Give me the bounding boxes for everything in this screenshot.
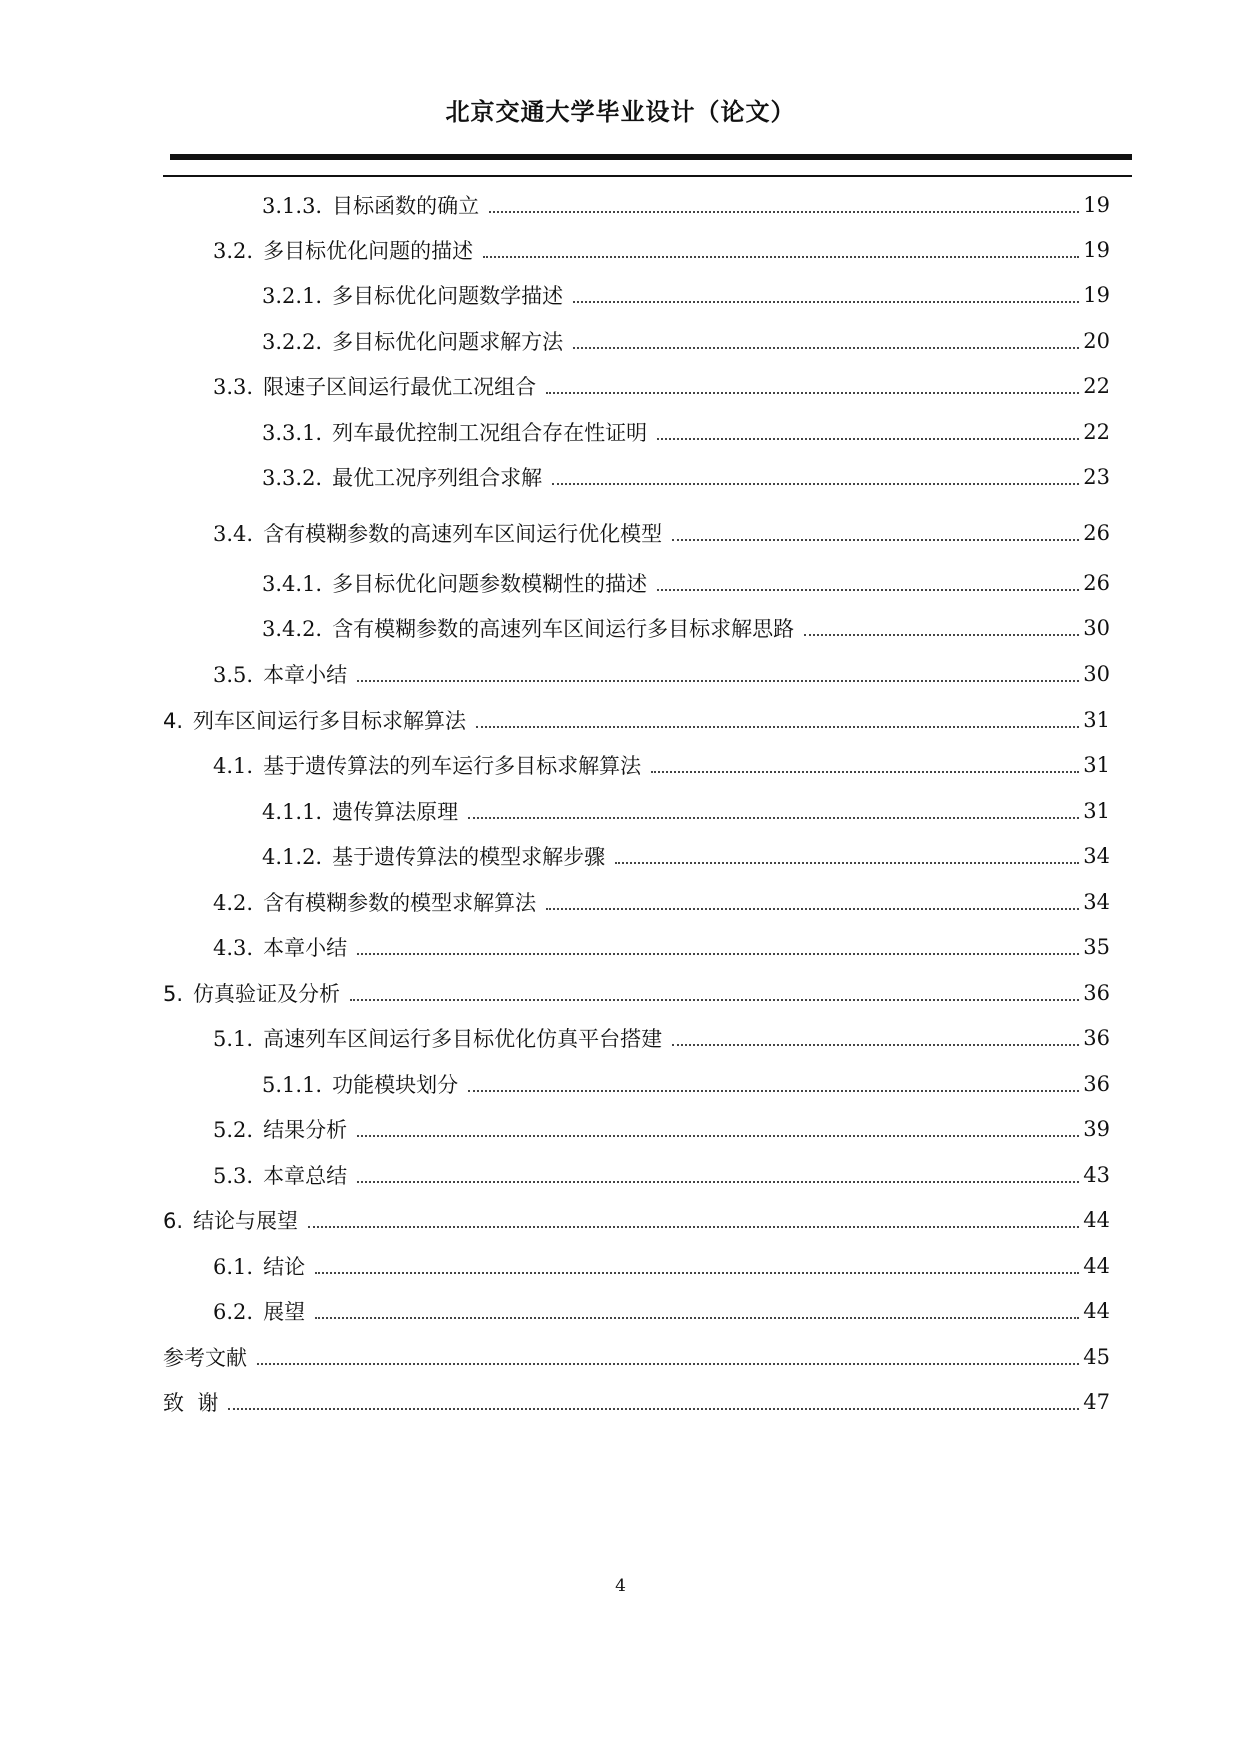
toc-entry-label bbox=[163, 1387, 218, 1417]
toc-entry-title: 目标函数的确立 bbox=[332, 194, 480, 218]
toc-entry-title: 本章总结 bbox=[263, 1164, 348, 1188]
toc-entry-page: 31 bbox=[1083, 799, 1110, 823]
toc-entry[interactable] bbox=[0, 275, 1241, 315]
toc-entry-page: 20 bbox=[1083, 329, 1110, 353]
toc-entry[interactable] bbox=[0, 412, 1241, 452]
toc-entry[interactable] bbox=[0, 608, 1241, 648]
toc-entry-number: 3.2. bbox=[213, 239, 254, 263]
toc-entry[interactable] bbox=[0, 791, 1241, 831]
toc-entry-label bbox=[213, 1296, 305, 1326]
toc-entry-label bbox=[213, 235, 473, 265]
toc-entry[interactable] bbox=[0, 1109, 1241, 1149]
toc-entry-page: 30 bbox=[1083, 616, 1110, 640]
toc-entry-label bbox=[213, 932, 347, 962]
toc-entry-number: 4. bbox=[163, 709, 184, 733]
toc-entry-title: 多目标优化问题求解方法 bbox=[332, 330, 564, 354]
toc-entry[interactable] bbox=[0, 321, 1241, 361]
toc-dot-leader bbox=[657, 438, 1079, 440]
toc-entry-page: 44 bbox=[1083, 1254, 1110, 1278]
toc-dot-leader bbox=[672, 1044, 1079, 1046]
toc-entry-label bbox=[213, 1023, 662, 1053]
toc-entry[interactable] bbox=[0, 1382, 1241, 1422]
toc-dot-leader bbox=[657, 589, 1079, 591]
toc-entry-number: 4.1.1. bbox=[262, 800, 323, 824]
toc-entry-title: 多目标优化问题数学描述 bbox=[332, 284, 564, 308]
toc-entry[interactable] bbox=[0, 457, 1241, 497]
toc-entry-number: 3.1.3. bbox=[262, 194, 323, 218]
toc-entry[interactable] bbox=[0, 1018, 1241, 1058]
toc-entry-page: 23 bbox=[1083, 465, 1110, 489]
toc-entry-number: 4.1.2. bbox=[262, 845, 323, 869]
toc-entry-title: 多目标优化问题的描述 bbox=[263, 239, 474, 263]
toc-entry-title: 本章小结 bbox=[263, 936, 348, 960]
toc-dot-leader bbox=[315, 1317, 1079, 1319]
toc-dot-leader bbox=[357, 1135, 1079, 1137]
toc-entry-number: 6.1. bbox=[213, 1255, 254, 1279]
toc-entry-page: 34 bbox=[1083, 890, 1110, 914]
toc-entry-label bbox=[213, 887, 536, 917]
toc-entry-number: 3.4. bbox=[213, 522, 254, 546]
toc-entry-number: 6. bbox=[163, 1209, 184, 1233]
toc-entry[interactable] bbox=[0, 836, 1241, 876]
toc-dot-leader bbox=[552, 483, 1079, 485]
toc-dot-leader bbox=[489, 211, 1079, 213]
toc-dot-leader bbox=[651, 771, 1079, 773]
toc-entry-number: 3.3.2. bbox=[262, 466, 323, 490]
page-header-title: 北京交通大学毕业设计（论文） bbox=[445, 98, 796, 126]
toc-dot-leader bbox=[615, 862, 1079, 864]
toc-entry-page: 22 bbox=[1083, 420, 1110, 444]
toc-entry-title: 本章小结 bbox=[263, 663, 348, 687]
toc-entry[interactable] bbox=[0, 1200, 1241, 1240]
header-rule-thin bbox=[163, 175, 1132, 177]
toc-entry-label bbox=[213, 1114, 347, 1144]
toc-entry-page: 31 bbox=[1083, 708, 1110, 732]
toc-entry-page: 44 bbox=[1083, 1299, 1110, 1323]
toc-entry[interactable] bbox=[0, 1337, 1241, 1377]
toc-entry-title: 基于遗传算法的列车运行多目标求解算法 bbox=[263, 754, 642, 778]
toc-entry-page: 19 bbox=[1083, 238, 1110, 262]
toc-entry-page: 22 bbox=[1083, 374, 1110, 398]
toc-entry-label bbox=[213, 518, 662, 548]
toc-entry-number: 3.3. bbox=[213, 375, 254, 399]
toc-entry[interactable] bbox=[0, 230, 1241, 270]
header-rule-thick bbox=[170, 154, 1132, 160]
toc-entry[interactable] bbox=[0, 927, 1241, 967]
toc-entry-page: 31 bbox=[1083, 753, 1110, 777]
toc-entry[interactable] bbox=[0, 882, 1241, 922]
toc-entry[interactable] bbox=[0, 513, 1241, 553]
toc-entry-title: 多目标优化问题参数模糊性的描述 bbox=[332, 572, 648, 596]
toc-entry-page: 26 bbox=[1083, 571, 1110, 595]
toc-dot-leader bbox=[573, 301, 1079, 303]
toc-entry-number: 5.1.1. bbox=[262, 1073, 323, 1097]
toc-entry-number: 3.3.1. bbox=[262, 421, 323, 445]
toc-entry-number: 3.5. bbox=[213, 663, 254, 687]
toc-dot-leader bbox=[483, 256, 1079, 258]
toc-entry[interactable] bbox=[0, 973, 1241, 1013]
toc-entry-number: 4.1. bbox=[213, 754, 254, 778]
toc-entry-page: 34 bbox=[1083, 844, 1110, 868]
toc-entry-label bbox=[262, 613, 794, 643]
page-number: 4 bbox=[615, 1576, 626, 1596]
toc-entry-title: 遗传算法原理 bbox=[332, 800, 459, 824]
toc-entry-page: 44 bbox=[1083, 1208, 1110, 1232]
toc-entry-page: 45 bbox=[1083, 1345, 1110, 1369]
toc-entry-title: 展望 bbox=[263, 1300, 306, 1324]
toc-dot-leader bbox=[546, 908, 1079, 910]
toc-entry-page: 47 bbox=[1083, 1390, 1110, 1414]
toc-entry-number: 5.1. bbox=[213, 1027, 254, 1051]
toc-entry-title: 结论 bbox=[263, 1255, 306, 1279]
toc-entry[interactable] bbox=[0, 1064, 1241, 1104]
toc-entry-number: 3.2.1. bbox=[262, 284, 323, 308]
toc-entry-title: 基于遗传算法的模型求解步骤 bbox=[332, 845, 606, 869]
toc-entry-title: 最优工况序列组合求解 bbox=[332, 466, 543, 490]
toc-entry-title: 结论与展望 bbox=[193, 1209, 299, 1233]
toc-entry-title: 仿真验证及分析 bbox=[193, 982, 341, 1006]
toc-entry-label bbox=[163, 1342, 247, 1372]
toc-dot-leader bbox=[357, 1181, 1079, 1183]
toc-entry-number: 3.4.2. bbox=[262, 617, 323, 641]
toc-entry-label bbox=[213, 371, 536, 401]
toc-entry-page: 19 bbox=[1083, 193, 1110, 217]
toc-entry-number: 5.3. bbox=[213, 1164, 254, 1188]
toc-dot-leader bbox=[468, 1090, 1079, 1092]
toc-entry-label bbox=[262, 417, 647, 447]
toc-dot-leader bbox=[476, 726, 1079, 728]
toc-dot-leader bbox=[546, 392, 1079, 394]
toc-entry-page: 43 bbox=[1083, 1163, 1110, 1187]
toc-dot-leader bbox=[257, 1363, 1079, 1365]
toc-dot-leader bbox=[804, 634, 1079, 636]
toc-entry-label bbox=[262, 568, 647, 598]
toc-entry[interactable] bbox=[0, 654, 1241, 694]
toc-entry-number: 4.3. bbox=[213, 936, 254, 960]
toc-entry-label bbox=[262, 462, 542, 492]
toc-entry-label bbox=[262, 190, 479, 220]
toc-dot-leader bbox=[228, 1408, 1079, 1410]
toc-entry-number: 3.2.2. bbox=[262, 330, 323, 354]
toc-dot-leader bbox=[357, 680, 1079, 682]
toc-entry-label bbox=[213, 1160, 347, 1190]
toc-entry-page: 30 bbox=[1083, 662, 1110, 686]
toc-dot-leader bbox=[308, 1226, 1079, 1228]
toc-entry-label bbox=[213, 659, 347, 689]
toc-entry-page: 36 bbox=[1083, 1072, 1110, 1096]
toc-entry-title: 结果分析 bbox=[263, 1118, 348, 1142]
toc-entry-label bbox=[262, 280, 563, 310]
toc-entry-page: 19 bbox=[1083, 283, 1110, 307]
toc-entry-title: 致 谢 bbox=[163, 1391, 219, 1415]
toc-entry[interactable] bbox=[0, 563, 1241, 603]
toc-entry-label bbox=[213, 750, 641, 780]
toc-entry-number: 6.2. bbox=[213, 1300, 254, 1324]
toc-entry[interactable] bbox=[0, 745, 1241, 785]
toc-entry[interactable] bbox=[0, 700, 1241, 740]
toc-entry-title: 含有模糊参数的模型求解算法 bbox=[263, 891, 537, 915]
toc-entry-number: 4.2. bbox=[213, 891, 254, 915]
toc-dot-leader bbox=[672, 539, 1079, 541]
toc-entry-page: 35 bbox=[1083, 935, 1110, 959]
toc-dot-leader bbox=[315, 1272, 1079, 1274]
toc-entry-page: 36 bbox=[1083, 1026, 1110, 1050]
toc-entry-title: 含有模糊参数的高速列车区间运行优化模型 bbox=[263, 522, 663, 546]
toc-entry-page: 36 bbox=[1083, 981, 1110, 1005]
toc-entry-number: 5.2. bbox=[213, 1118, 254, 1142]
toc-entry-title: 限速子区间运行最优工况组合 bbox=[263, 375, 537, 399]
toc-entry-label bbox=[262, 1069, 458, 1099]
toc-entry[interactable] bbox=[0, 1246, 1241, 1286]
toc-entry-title: 高速列车区间运行多目标优化仿真平台搭建 bbox=[263, 1027, 663, 1051]
toc-entry-number: 3.4.1. bbox=[262, 572, 323, 596]
toc-entry-title: 含有模糊参数的高速列车区间运行多目标求解思路 bbox=[332, 617, 795, 641]
toc-entry-title: 参考文献 bbox=[163, 1346, 247, 1370]
toc-entry-page: 26 bbox=[1083, 521, 1110, 545]
toc-entry-title: 功能模块划分 bbox=[332, 1073, 459, 1097]
toc-entry[interactable] bbox=[0, 1291, 1241, 1331]
toc-entry-label bbox=[262, 796, 458, 826]
toc-entry[interactable] bbox=[0, 1155, 1241, 1195]
toc-entry-number: 5. bbox=[163, 982, 184, 1006]
toc-dot-leader bbox=[350, 999, 1079, 1001]
toc-entry[interactable] bbox=[0, 185, 1241, 225]
toc-entry[interactable] bbox=[0, 366, 1241, 406]
toc-dot-leader bbox=[357, 953, 1079, 955]
toc-entry-label bbox=[213, 1251, 305, 1281]
toc-entry-label bbox=[163, 1205, 298, 1235]
toc-entry-label bbox=[262, 326, 563, 356]
toc-entry-label bbox=[262, 841, 605, 871]
toc-entry-label bbox=[163, 705, 466, 735]
toc-entry-page: 39 bbox=[1083, 1117, 1110, 1141]
toc-dot-leader bbox=[468, 817, 1079, 819]
toc-entry-title: 列车区间运行多目标求解算法 bbox=[193, 709, 467, 733]
toc-dot-leader bbox=[573, 347, 1079, 349]
toc-entry-label bbox=[163, 978, 340, 1008]
toc-entry-title: 列车最优控制工况组合存在性证明 bbox=[332, 421, 648, 445]
